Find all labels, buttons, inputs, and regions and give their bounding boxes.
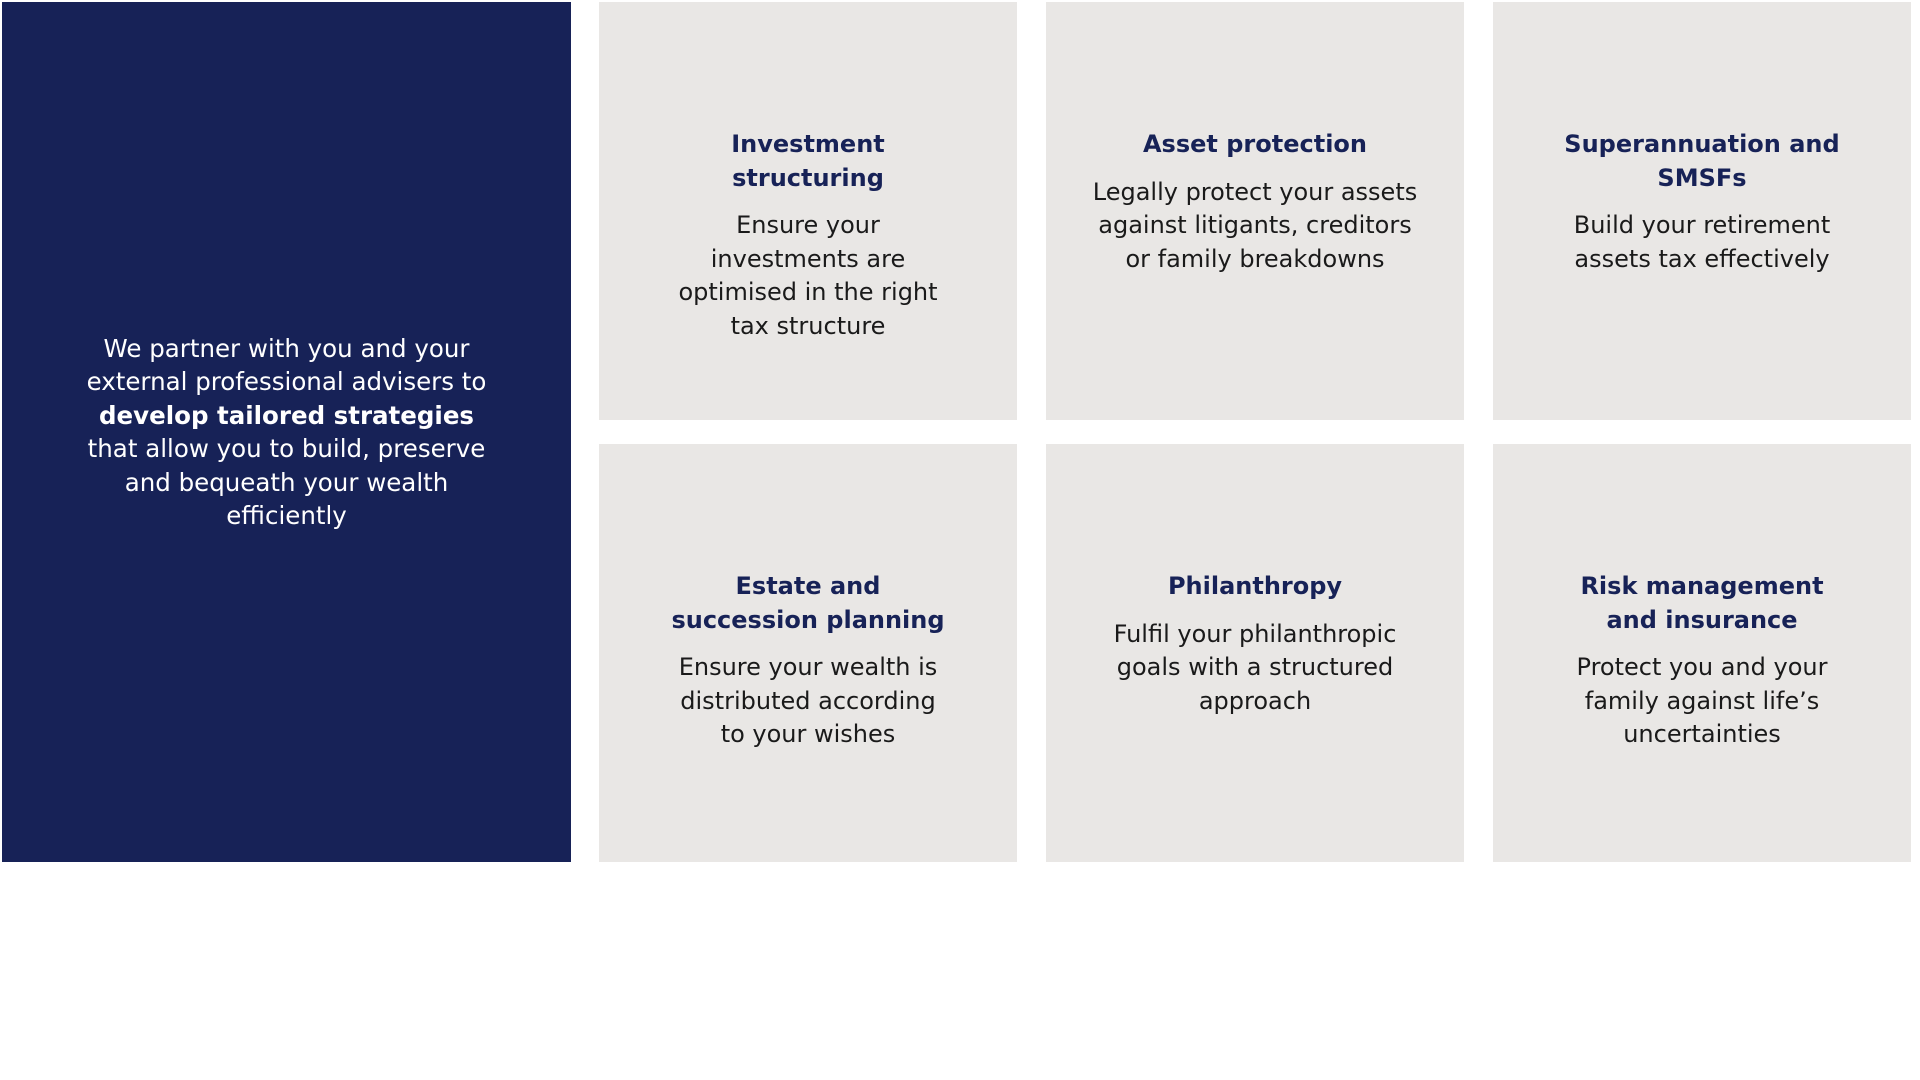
service-card-content <box>599 570 1017 752</box>
intro-text-highlight: develop tailored strategies <box>98 400 475 430</box>
service-title: Investment structuring <box>731 130 885 192</box>
service-description: Ensure your investments are optimised in the right tax structure <box>678 211 938 340</box>
service-description: Legally protect your assets against litigants, creditors or family breakdowns <box>1092 177 1418 273</box>
service-title: Philanthropy <box>1167 572 1343 600</box>
service-card-content <box>1493 570 1911 752</box>
service-description: Build your retirement assets tax effectively <box>1573 211 1831 273</box>
service-description: Protect you and your family against life’s uncertainties <box>1576 653 1828 748</box>
service-card-risk-management <box>1493 444 1911 862</box>
service-title: Superannuation and SMSFs <box>1564 130 1840 192</box>
intro-panel <box>2 2 571 862</box>
service-description: Fulfil your philanthropic goals with a structured approach <box>1113 619 1397 715</box>
intro-text <box>87 332 487 533</box>
service-card-superannuation <box>1493 2 1911 420</box>
service-card-content <box>1046 570 1464 718</box>
service-title: Asset protection <box>1142 130 1367 158</box>
service-card-estate-planning <box>599 444 1017 862</box>
intro-text-end: that allow you to build, preserve and bequeath your wealth efficiently <box>87 434 486 530</box>
intro-text-start: We partner with you and your external professional advisers to <box>86 333 487 396</box>
service-card-content <box>599 128 1017 343</box>
service-card-asset-protection <box>1046 2 1464 420</box>
service-card-philanthropy <box>1046 444 1464 862</box>
service-title: Estate and succession planning <box>671 572 945 634</box>
service-card-content <box>1493 128 1911 276</box>
service-title: Risk management and insurance <box>1580 572 1824 634</box>
service-card-content <box>1046 128 1464 276</box>
service-description: Ensure your wealth is distributed according to your wishes <box>678 653 938 748</box>
service-card-investment-structuring <box>599 2 1017 420</box>
